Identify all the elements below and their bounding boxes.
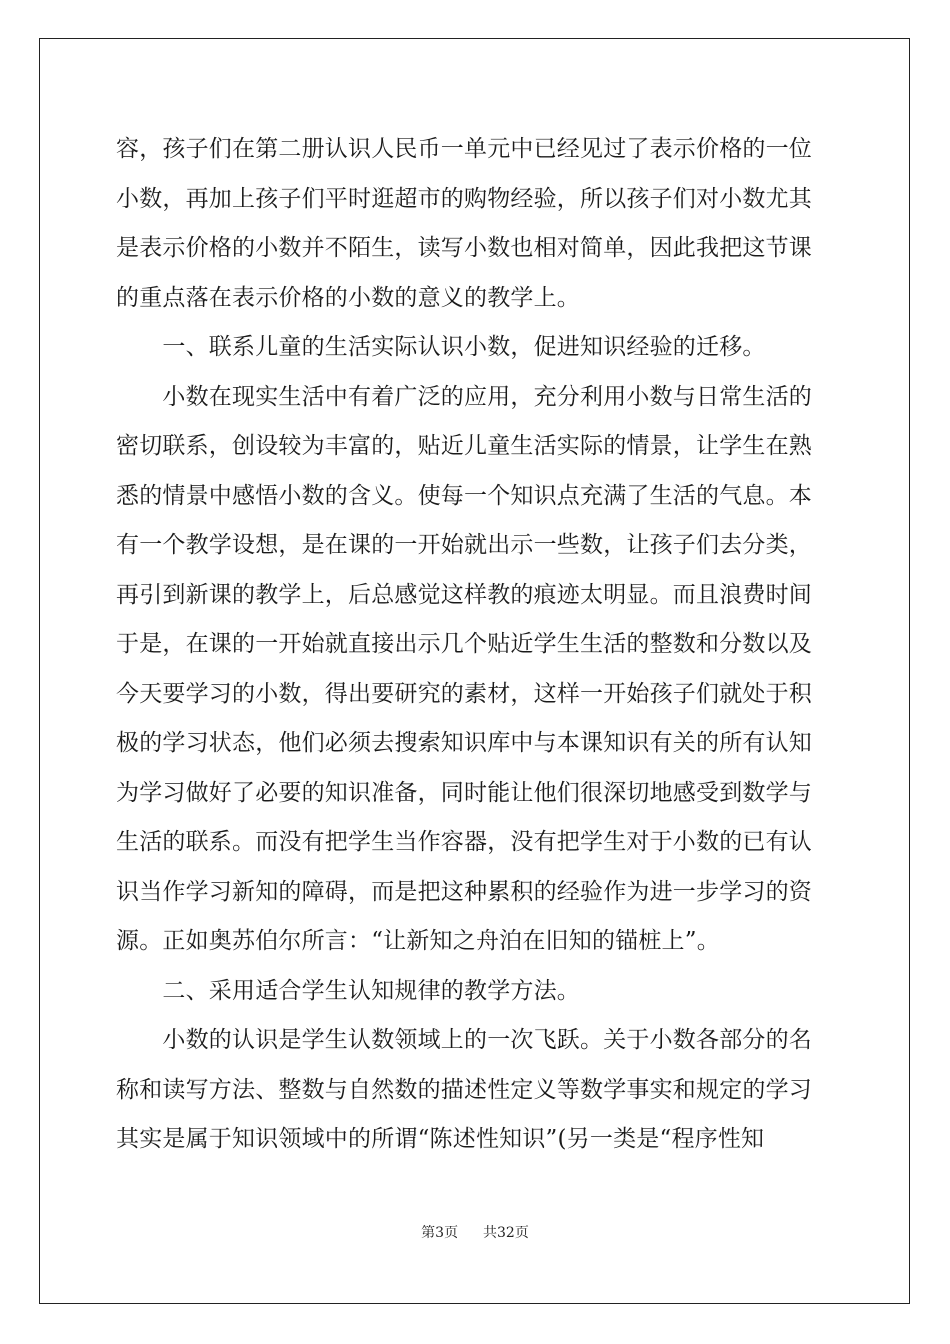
text-line: 有一个教学设想，是在课的一开始就出示一些数，让孩子们去分类，	[116, 532, 812, 558]
section-heading-2: 二、采用适合学生认知规律的教学方法。	[116, 977, 580, 1004]
text-line: 容，孩子们在第二册认识人民币一单元中已经见过了表示价格的一位	[116, 136, 812, 162]
text-line: 今天要学习的小数，得出要研究的素材，这样一开始孩子们就处于积	[116, 680, 812, 707]
text-line: 密切联系，创设较为丰富的，贴近儿童生活实际的情景，让学生在熟	[116, 433, 812, 459]
text-line: 识当作学习新知的障碍，而是把这种累积的经验作为进一步学习的资	[116, 878, 812, 905]
text-line: 于是，在课的一开始就直接出示几个贴近学生生活的整数和分数以及	[116, 631, 812, 657]
page-footer	[0, 1222, 950, 1242]
text-line: 是表示价格的小数并不陌生，读写小数也相对简单，因此我把这节课	[116, 235, 812, 261]
text-line: 生活的联系。而没有把学生当作容器，没有把学生对于小数的已有认	[116, 829, 812, 855]
text-line: 极的学习状态，他们必须去搜索知识库中与本课知识有关的所有认知	[116, 730, 812, 756]
page-total: 共32页	[483, 1225, 529, 1241]
page-current: 第3页	[421, 1225, 459, 1241]
text-line: 的重点落在表示价格的小数的意义的教学上。	[116, 284, 580, 311]
text-line: 其实是属于知识领域中的所谓“陈述性知识”(另一类是“程序性知	[116, 1126, 765, 1152]
document-body	[116, 125, 836, 1165]
text-line: 悉的情景中感悟小数的含义。使每一个知识点充满了生活的气息。本	[116, 482, 812, 509]
text-line: 小数，再加上孩子们平时逛超市的购物经验，所以孩子们对小数尤其	[116, 185, 812, 212]
section-heading-1: 一、联系儿童的生活实际认识小数，促进知识经验的迁移。	[116, 334, 766, 360]
text-line: 小数在现实生活中有着广泛的应用，充分利用小数与日常生活的	[116, 383, 812, 410]
text-line: 小数的认识是学生认数领域上的一次飞跃。关于小数各部分的名	[116, 1027, 812, 1053]
text-line: 源。正如奥苏伯尔所言：“让新知之舟泊在旧知的锚桩上”。	[116, 928, 720, 954]
text-line: 再引到新课的教学上，后总感觉这样教的痕迹太明显。而且浪费时间	[116, 581, 812, 608]
text-line: 称和读写方法、整数与自然数的描述性定义等数学事实和规定的学习	[116, 1076, 812, 1103]
text-line: 为学习做好了必要的知识准备，同时能让他们很深切地感受到数学与	[116, 779, 812, 806]
